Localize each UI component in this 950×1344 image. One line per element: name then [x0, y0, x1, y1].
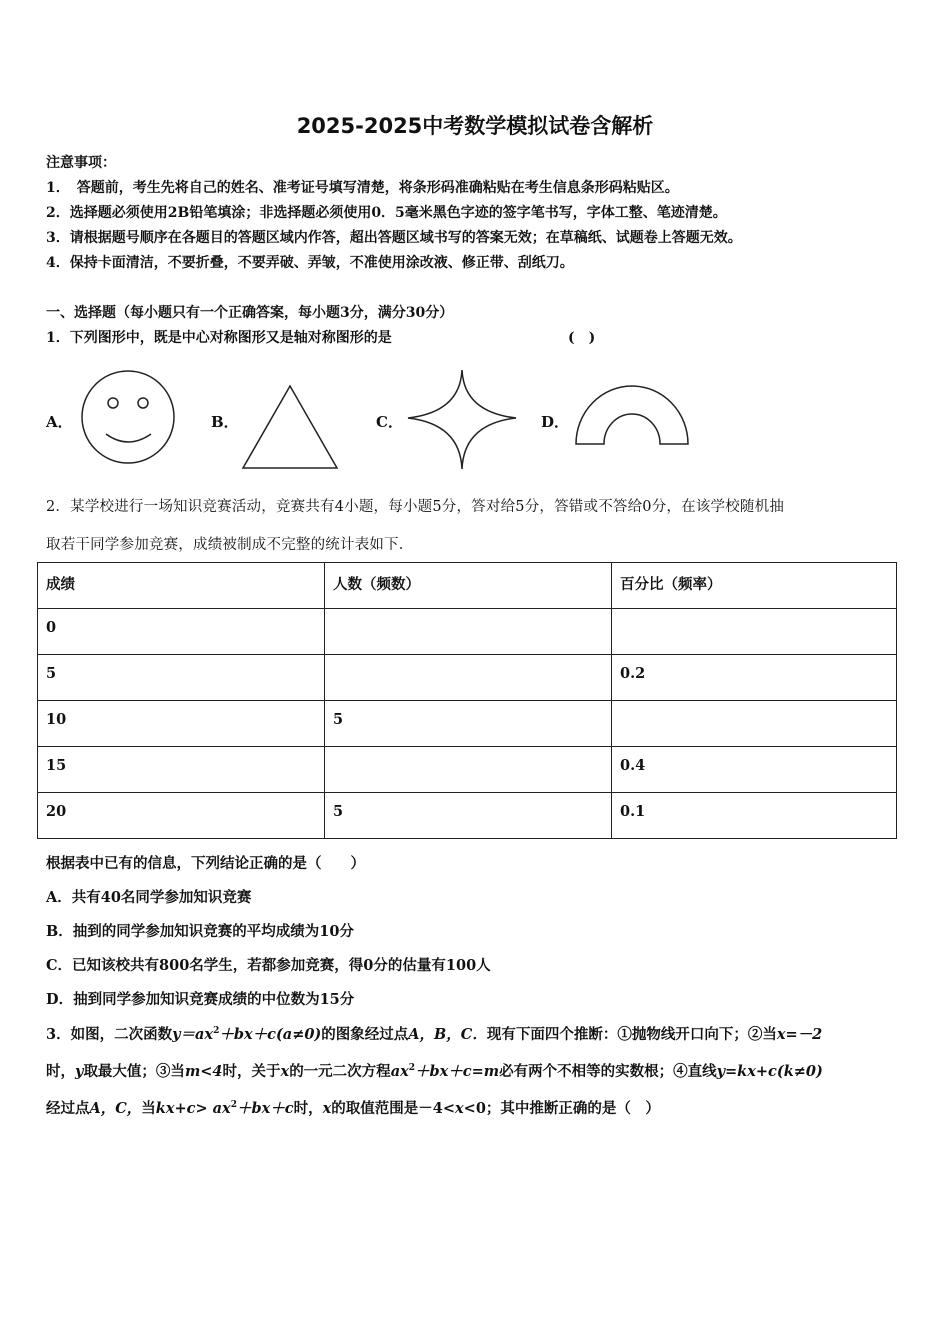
right-eye [138, 398, 148, 408]
table-row [38, 747, 897, 793]
star-shape [408, 370, 516, 469]
q3-math: kx+c> ax [155, 1100, 231, 1117]
table-cell: 5 [325, 701, 612, 747]
q3-math: ＋bx＋c [236, 1100, 294, 1117]
table-cell: 0.1 [612, 793, 897, 839]
arch-shape [576, 386, 688, 444]
triangle-shape [243, 386, 337, 468]
q3-math: y=kx+c(k≠0) [716, 1063, 823, 1080]
table-cell: 0 [38, 609, 325, 655]
table-row [38, 793, 897, 839]
left-eye [108, 398, 118, 408]
page-title: 2025-2025中考数学模拟试卷含解析 [296, 114, 654, 138]
q2-choice-d: D．抽到同学参加知识竞赛成绩的中位数为15分 [46, 991, 355, 1008]
q3-exponent: 2 [213, 1026, 220, 1037]
q3-math: x=－2 [776, 1026, 823, 1043]
table-row [38, 655, 897, 701]
table-header-cell: 成绩 [38, 563, 325, 609]
q3-text: 3．如图，二次函数 [46, 1026, 173, 1043]
q2-stem-line: 取若干同学参加竞赛，成绩被制成不完整的统计表如下． [46, 537, 414, 553]
q3-text: 的一元二次方程 [289, 1063, 391, 1080]
q3-math: ax [390, 1063, 409, 1080]
table-cell [612, 701, 897, 747]
q3-math: y＝ax [172, 1026, 214, 1043]
table-cell: 0.2 [612, 655, 897, 701]
q3-text: 当 [141, 1100, 156, 1117]
q3-math: x [280, 1063, 290, 1080]
triangle-figure [240, 384, 340, 472]
notice-item: 3．请根据题号顺序在各题目的答题区域内作答，超出答题区域书写的答案无效；在草稿纸、试题卷上答题无效。 [46, 230, 742, 246]
four-point-star-figure [404, 368, 520, 472]
arch-figure [572, 380, 692, 448]
q3-math: A，B，C． [408, 1026, 487, 1043]
table-cell [325, 609, 612, 655]
q2-choice-c: C．已知该校共有800名学生，若都参加竞赛，得0分的估量有100人 [46, 957, 491, 974]
smile-mouth [106, 434, 151, 442]
q3-text: 时， [46, 1063, 75, 1080]
q3-line [46, 1060, 823, 1081]
q3-text: 的取值范围是－4< [331, 1100, 456, 1117]
table-header-cell: 百分比（频率） [612, 563, 897, 609]
q3-text: 的图象经过点 [321, 1026, 409, 1043]
q1-option-a-label: A． [46, 413, 73, 431]
q1-stem: 1．下列图形中，既是中心对称图形又是轴对称图形的是 [46, 330, 392, 346]
table-header-cell: 人数（频数） [325, 563, 612, 609]
q3-text: 经过点 [46, 1100, 90, 1117]
q1-option-d-label: D． [541, 413, 570, 431]
q3-line [46, 1023, 822, 1044]
face-outline [82, 371, 174, 463]
q3-text: 必有两个不相等的实数根；④直线 [499, 1063, 717, 1080]
q3-math: A，C， [89, 1100, 142, 1117]
q3-math: ＋bx＋c=m [415, 1063, 500, 1080]
table-cell: 5 [325, 793, 612, 839]
notice-heading: 注意事项： [46, 155, 116, 171]
q3-text: 取最大值；③当 [83, 1063, 185, 1080]
notice-item: 1． 答题前，考生先将自己的姓名、准考证号填写清楚，将条形码准确粘贴在考生信息条形码粘贴区。 [46, 180, 679, 196]
q1-option-b-label: B． [211, 413, 239, 431]
q3-math: x [322, 1100, 332, 1117]
q2-question: 根据表中已有的信息，下列结论正确的是（ ） [46, 855, 365, 872]
q3-text: 时， [293, 1100, 323, 1117]
table-cell [325, 655, 612, 701]
table-cell [325, 747, 612, 793]
q2-stem-line: 2．某学校进行一场知识竞赛活动，竞赛共有4小题，每小题5分，答对给5分，答错或不答给0分，在该学校随机抽 [46, 499, 785, 515]
table-header-row [38, 563, 897, 609]
q3-text: <0；其中推断正确的是（ ） [463, 1100, 660, 1117]
notice-item: 2．选择题必须使用2B铅笔填涂；非选择题必须使用0．5毫米黑色字迹的签字笔书写，字体工整、笔迹清楚。 [46, 205, 727, 221]
q3-math: m<4 [184, 1063, 223, 1080]
statistics-table [37, 562, 897, 839]
q3-text: 现有下面四个推断：①抛物线开口向下；②当 [486, 1026, 777, 1043]
q3-math: y [75, 1063, 84, 1080]
smiley-face-figure [78, 366, 178, 468]
table-cell: 5 [38, 655, 325, 701]
table-cell: 10 [38, 701, 325, 747]
table-cell: 0.4 [612, 747, 897, 793]
table-row [38, 609, 897, 655]
notice-item: 4．保持卡面清洁，不要折叠，不要弄破、弄皱，不准使用涂改液、修正带、刮纸刀。 [46, 255, 574, 271]
table-row [38, 701, 897, 747]
q3-math: ＋bx＋c(a≠0) [219, 1026, 322, 1043]
q3-text: 时，关于 [222, 1063, 281, 1080]
table-cell: 15 [38, 747, 325, 793]
table-cell: 20 [38, 793, 325, 839]
section-heading: 一、选择题（每小题只有一个正确答案，每小题3分，满分30分） [46, 305, 454, 321]
q3-math: x [455, 1100, 464, 1117]
q3-exponent: 2 [230, 1100, 237, 1111]
q3-line [46, 1097, 660, 1118]
q2-choice-b: B．抽到的同学参加知识竞赛的平均成绩为10分 [46, 923, 354, 940]
q1-answer-bracket: ( ) [568, 330, 596, 346]
q2-choice-a: A．共有40名同学参加知识竞赛 [46, 889, 252, 906]
table-cell [612, 609, 897, 655]
q1-option-c-label: C． [376, 413, 403, 431]
q3-exponent: 2 [408, 1063, 415, 1074]
